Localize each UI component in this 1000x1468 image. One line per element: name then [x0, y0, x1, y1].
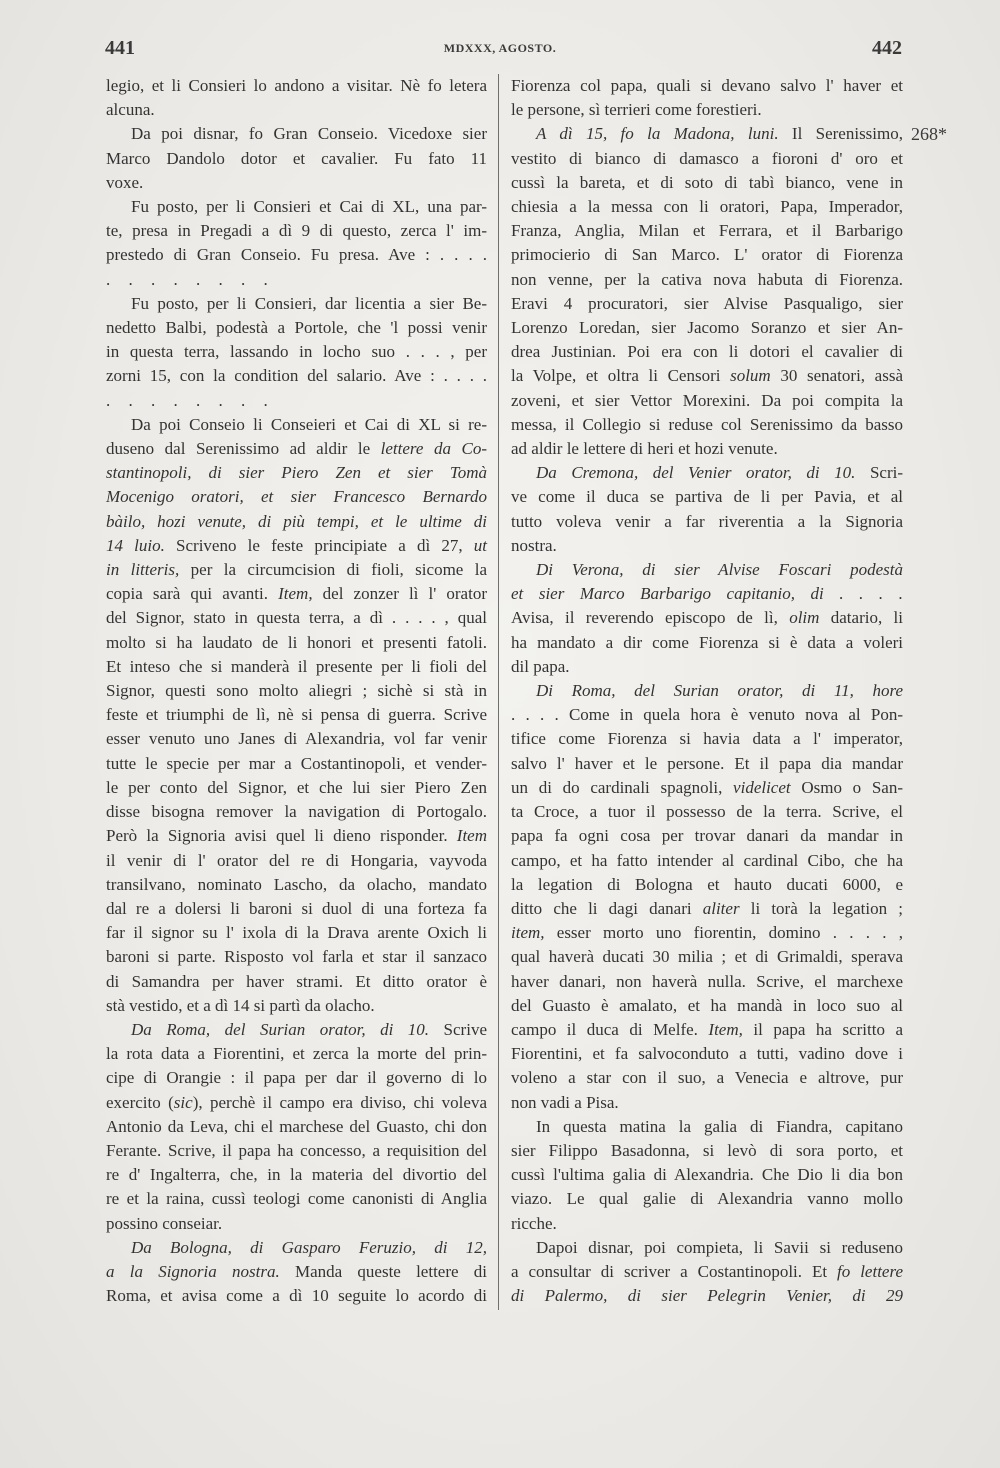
text-run: Manda queste lettere di — [279, 1261, 488, 1281]
text-line — [106, 703, 487, 727]
text-line — [106, 510, 487, 534]
text-line — [511, 1260, 903, 1284]
text-line — [511, 776, 903, 800]
text-run: non venne, per la cativa nova habuta di Fiorenza. — [511, 269, 903, 289]
text-line — [511, 1066, 903, 1090]
text-run: re d' Ingalterra, che, in la materia del divortio del — [106, 1165, 487, 1185]
text-run: legio, et li Consieri lo andono a visitar. Nè fo letera — [106, 76, 487, 95]
text-run: chiesia a la messa con li oratori, Papa, Imperador, — [511, 197, 903, 217]
text-run: transilvano, nominato Lascho, da olacho, mandato — [106, 874, 487, 894]
text-run: drea Justinian. Poi era con li dotori el cavalier di — [511, 342, 903, 362]
text-line — [511, 534, 903, 558]
text-line — [106, 1139, 487, 1163]
italic-text-run: Item, — [708, 1019, 743, 1039]
right-column — [511, 74, 903, 1308]
text-line — [106, 195, 487, 219]
italic-text-run: bàilo, hozi venute, di più tempi, et le ultime di — [106, 511, 487, 531]
text-run: ), perchè il campo era diviso, chi voleva — [192, 1092, 487, 1112]
italic-text-run: olim — [789, 608, 820, 628]
italic-text-run: videlicet — [733, 777, 791, 797]
text-run: prestedo di Gran Conseio. Fu presa. Ave : . . . . — [106, 245, 487, 265]
text-line — [511, 510, 903, 534]
text-run: ditto che li dagi danari — [511, 898, 703, 918]
text-line — [106, 873, 487, 897]
italic-text-run: Item, — [278, 584, 313, 604]
text-run: la legation di Bologna et hauto ducati 6000, e — [511, 874, 903, 894]
text-line — [106, 1066, 487, 1090]
italic-text-run: Da Roma, del Surian orator, di 10. — [131, 1019, 430, 1039]
text-run: nedetto Balbi, podestà a Portole, che 'l possi venir — [106, 318, 487, 338]
text-line — [511, 1284, 903, 1308]
text-line — [106, 122, 487, 146]
text-line — [106, 413, 487, 437]
text-line — [106, 461, 487, 485]
text-run: un di do cardinali spagnoli, — [511, 777, 734, 797]
paragraph — [106, 413, 487, 1018]
text-run: Dapoi disnar, poi compieta, li Savii si reduseno — [536, 1237, 903, 1257]
text-run: salvo l' haver et le persone. Et il papa dia mandar — [511, 753, 903, 773]
text-line — [106, 147, 487, 171]
text-line — [106, 800, 487, 824]
text-line — [106, 98, 487, 122]
text-run: Scrive — [429, 1019, 487, 1039]
italic-text-run: Da Cremona, del Venier orator, di 10. — [536, 463, 856, 483]
text-run: Marco Dandolo dotor et cavalier. Fu fato 11 — [106, 148, 487, 168]
text-run: esser morto uno fiorentin, domino . . . . , — [544, 923, 903, 943]
italic-text-run: ut — [473, 535, 487, 555]
text-run: le per conto del Signor, et che lui sier Piero Zen — [106, 777, 487, 797]
text-line — [106, 316, 487, 340]
text-line — [106, 1115, 487, 1139]
italic-text-run: 14 luio. — [106, 535, 165, 555]
text-run: far il signor su l' ixola di la Drava arente Oxich li — [106, 923, 487, 943]
italic-text-run: lettere da Co- — [380, 439, 487, 459]
text-run: baroni si parte. Risposto vol farla et star il sanzaco — [106, 947, 487, 967]
text-line — [511, 122, 903, 146]
text-run: Et inteso che si manderà il presente per li fioli del — [106, 656, 487, 676]
text-run: . . . . . . . . — [106, 390, 268, 410]
text-run: del Guasto è amalato, et ha mandà in loco suo al — [511, 995, 903, 1015]
text-line — [511, 1042, 903, 1066]
text-run: a consultar di scriver a Costantinopoli. Et — [511, 1261, 838, 1281]
text-run: feste et triumphi de lì, nè si pensa di guerra. Scrive — [106, 705, 487, 725]
text-line — [106, 74, 487, 98]
italic-text-run: di Palermo, di sier Pelegrin Venier, di 29 — [511, 1286, 903, 1306]
text-line — [511, 800, 903, 824]
text-line — [106, 582, 487, 606]
italic-text-run: A dì 15, fo la Madona, luni. — [536, 124, 779, 144]
text-line — [511, 582, 903, 606]
text-line — [106, 1260, 487, 1284]
italic-text-run: in litteris, — [106, 560, 180, 580]
text-run: Scri- — [855, 463, 903, 483]
margin-note: 268* — [911, 124, 947, 144]
text-line — [106, 171, 487, 195]
text-run: esser venuto uno Janes di Alexandria, vol far venir — [106, 729, 487, 749]
text-run: ta Croce, a tuor il possesso de la terra. Scrive, el — [511, 802, 903, 822]
text-line — [511, 849, 903, 873]
text-run: la Volpe, et oltra li Censori — [511, 366, 731, 386]
text-run: datario, li — [819, 608, 903, 628]
text-run: viazo. Le qual galie di Alexandria vanno mollo — [511, 1189, 903, 1209]
text-run: dil papa. — [511, 656, 570, 676]
text-run: li torà la legation ; — [739, 898, 903, 918]
text-line — [106, 1236, 487, 1260]
text-line — [106, 727, 487, 751]
paragraph — [511, 679, 903, 1115]
text-line — [511, 437, 903, 461]
text-line — [511, 897, 903, 921]
paragraph — [106, 292, 487, 413]
text-line — [511, 1236, 903, 1260]
running-title: MDXXX, AGOSTO. — [443, 41, 557, 55]
text-line — [106, 1284, 487, 1308]
text-run: tifice come Fiorenza si havia data a l' imperator, — [511, 729, 903, 749]
text-run: Signor, questi sono molto aliegri ; sichè si stà in — [106, 681, 487, 701]
text-line — [511, 1139, 903, 1163]
text-run: nostra. — [511, 535, 557, 555]
text-line — [511, 364, 903, 388]
text-line — [106, 824, 487, 848]
text-line — [106, 364, 487, 388]
italic-text-run: et sier Marco Barbarigo capitanio, di . . . . — [511, 584, 903, 604]
text-run: vestito di bianco di damasco a fioroni d' oro et — [511, 148, 903, 168]
text-run: Fu posto, per li Consieri et Cai di XL, una par- — [131, 197, 487, 217]
text-run: tutto voleva venir a far riverentia a la Signoria — [511, 511, 903, 531]
text-line — [511, 752, 903, 776]
text-run: Antonio da Leva, chi el marchese del Guasto, chi don — [106, 1116, 487, 1136]
text-run: dal re a dolersi li baroni si duol di una forteza fa — [106, 898, 487, 918]
text-run: ad aldir le lettere di heri et hozi venute. — [511, 439, 778, 459]
text-line — [511, 316, 903, 340]
text-run: del Signor, stato in questa terra, a dì . . . . , qual — [106, 608, 487, 628]
text-line — [106, 243, 487, 267]
text-line — [106, 1042, 487, 1066]
italic-text-run: fo lettere — [837, 1261, 903, 1281]
text-line — [511, 389, 903, 413]
text-line — [106, 1018, 487, 1042]
text-line — [106, 485, 487, 509]
text-run: non vadi a Pisa. — [511, 1092, 619, 1112]
text-line — [106, 849, 487, 873]
text-run: Osmo o San- — [790, 777, 903, 797]
text-line — [106, 945, 487, 969]
text-run: duseno dal Serenissimo ad aldir le — [106, 439, 381, 459]
text-run: Scriveno le feste principiate a dì 27, — [164, 535, 474, 555]
text-line — [511, 970, 903, 994]
text-line — [511, 703, 903, 727]
text-line — [106, 1212, 487, 1236]
italic-text-run: stantinopoli, di sier Piero Zen et sier Tomà — [106, 463, 487, 483]
text-run: te, presa in Pregadi a dì 9 di questo, zerca l' im- — [106, 221, 487, 241]
paragraph — [511, 122, 903, 461]
text-run: qual haverà ducati 30 milia ; et di Grimaldi, sperava — [511, 947, 903, 967]
text-run: in questa terra, lassando in locho suo . . . , per — [106, 342, 487, 362]
text-run: ve come il duca se partiva de li per Pavia, et al — [511, 487, 903, 507]
text-line — [106, 437, 487, 461]
text-run: Avisa, il reverendo episcopo de lì, — [511, 608, 790, 628]
text-run: alcuna. — [106, 100, 155, 120]
italic-text-run: Di Verona, di sier Alvise Foscari podestà — [536, 560, 903, 580]
italic-text-run: Item — [456, 826, 487, 846]
text-line — [511, 945, 903, 969]
text-run: cipe di Orangie : il papa per dar il governo di lo — [106, 1068, 487, 1088]
text-run: voleno a star con il suo, a Venecia e altrove, pur — [511, 1068, 903, 1088]
italic-text-run: Di Roma, del Surian orator, di 11, hore — [536, 681, 903, 701]
text-line — [511, 1187, 903, 1211]
italic-text-run: a la Signoria nostra. — [106, 1261, 280, 1281]
text-run: zoveni, et sier Vettor Morexini. Da poi compita la — [511, 390, 903, 410]
text-run: la rota data a Fiorentini, et zerca la morte del prin- — [106, 1044, 487, 1064]
text-run: messa, il Collegio si reduse col Serenissimo da basso — [511, 414, 903, 434]
text-run: cussì l'ultima galia di Alexandria. Che Dio li dia bon — [511, 1165, 903, 1185]
text-line — [511, 461, 903, 485]
text-line — [106, 534, 487, 558]
text-line — [511, 558, 903, 582]
text-run: primocierio di San Marco. L' orator di Fiorenza — [511, 245, 903, 265]
column-divider — [498, 74, 499, 1310]
text-line — [511, 1091, 903, 1115]
italic-text-run: Da Bologna, di Gasparo Feruzio, di 12, — [131, 1237, 487, 1257]
text-line — [511, 921, 903, 945]
text-run: cussì la bareta, et di soto di tabì bianco, vene in — [511, 172, 903, 192]
text-run: il papa ha scritto a — [742, 1019, 904, 1039]
text-line — [511, 727, 903, 751]
text-run: Da poi disnar, fo Gran Conseio. Vicedoxe sier — [131, 124, 487, 144]
left-column — [106, 74, 487, 1308]
text-run: papa fa ogni cosa per trovar danari da mandar in — [511, 826, 903, 846]
text-line — [511, 243, 903, 267]
text-run: del zonzer lì l' orator — [312, 584, 487, 604]
text-run: Fu posto, per li Consieri, dar licentia a sier Be- — [131, 293, 487, 313]
italic-text-run: solum — [730, 366, 771, 386]
text-run: Lorenzo Loredan, sier Jacomo Soranzo et sier An- — [511, 318, 903, 338]
text-line — [511, 1115, 903, 1139]
text-line — [106, 558, 487, 582]
text-line — [511, 74, 903, 98]
text-run: . . . . Come in quela hora è venuto nova al Pon- — [511, 705, 903, 725]
text-run: Però la Signoria avisi quel li dieno risponder. — [106, 826, 457, 846]
paragraph — [511, 74, 903, 122]
text-run: Ferante. Scrive, il papa ha concesso, a requisition del — [106, 1140, 487, 1160]
text-run: In questa matina la galia di Fiandra, capitano — [536, 1116, 903, 1136]
text-run: di Samandra per haver strami. Et ditto orator è — [106, 971, 487, 991]
italic-text-run: sic — [173, 1092, 193, 1112]
text-line — [511, 268, 903, 292]
text-line — [106, 292, 487, 316]
text-line — [106, 389, 487, 413]
text-line — [511, 195, 903, 219]
text-run: il venir di l' orator del re di Hongaria, vayvoda — [106, 850, 487, 870]
text-line — [511, 171, 903, 195]
text-line — [511, 655, 903, 679]
text-run: 30 senatori, assà — [770, 366, 903, 386]
paragraph — [511, 461, 903, 558]
text-run: le persone, sì terrieri come forestieri. — [511, 100, 762, 120]
text-line — [106, 655, 487, 679]
text-line — [511, 147, 903, 171]
paragraph — [511, 1115, 903, 1236]
italic-text-run: aliter — [702, 898, 740, 918]
text-line — [106, 679, 487, 703]
paragraph — [106, 195, 487, 292]
text-line — [511, 1163, 903, 1187]
text-line — [106, 994, 487, 1018]
text-run: voxe. — [106, 172, 144, 192]
text-run: ha mandato a dir come Fiorenza si è data a voleri — [511, 632, 903, 652]
text-run: Franza, Anglia, Milan et Ferrara, et il Barbarigo — [511, 221, 903, 241]
text-run: copia sarà qui avanti. — [106, 584, 279, 604]
text-line — [511, 413, 903, 437]
text-run: Fiorentini, et fa salvoconduto a tutti, vadino dove i — [511, 1044, 903, 1064]
text-run: Roma, et avisa come a dì 10 seguite lo acordo di — [106, 1286, 487, 1306]
text-run: Da poi Conseio li Conseieri et Cai di XL si re- — [131, 414, 487, 434]
paragraph — [106, 1018, 487, 1236]
text-line — [106, 219, 487, 243]
text-line — [106, 1187, 487, 1211]
paragraph — [106, 1236, 487, 1309]
text-line — [511, 485, 903, 509]
text-line — [511, 1212, 903, 1236]
text-line — [106, 776, 487, 800]
text-line — [106, 970, 487, 994]
paragraph — [106, 74, 487, 122]
text-line — [106, 897, 487, 921]
text-line — [511, 219, 903, 243]
text-run: re et la raina, cussì teologi come canonisti di Anglia — [106, 1189, 487, 1209]
text-run: sier Filippo Basadonna, si levò di sora porto, et — [511, 1140, 903, 1160]
text-line — [511, 292, 903, 316]
text-line — [511, 824, 903, 848]
paragraph — [106, 122, 487, 195]
text-run: exercito ( — [106, 1092, 174, 1112]
text-run: zorni 15, con la condition del salario. Ave : . . . . — [106, 366, 487, 386]
text-line — [511, 994, 903, 1018]
text-run: stà vestido, et a dì 14 si partì da olacho. — [106, 995, 375, 1015]
page-number-left: 441 — [105, 37, 135, 59]
text-run: . . . . . . . . — [106, 269, 268, 289]
text-run: possino conseiar. — [106, 1213, 223, 1233]
text-line — [511, 98, 903, 122]
text-line — [106, 340, 487, 364]
text-run: per la circumcision di fioli, sicome la — [179, 560, 487, 580]
paragraph — [511, 1236, 903, 1309]
text-line — [511, 631, 903, 655]
italic-text-run: Mocenigo oratori, et sier Francesco Bernardo — [106, 487, 487, 507]
text-run: Eravi 4 procuratori, sier Alvise Pasqualigo, sier — [511, 293, 903, 313]
text-line — [106, 606, 487, 630]
text-line — [511, 606, 903, 630]
text-line — [511, 1018, 903, 1042]
text-line — [106, 1163, 487, 1187]
text-line — [511, 679, 903, 703]
italic-text-run: item, — [511, 923, 545, 943]
text-line — [106, 268, 487, 292]
text-run: Il Serenissimo, — [778, 124, 903, 144]
text-run: molto si ha laudato de li honori et presenti fatoli. — [106, 632, 487, 652]
paragraph — [511, 558, 903, 679]
text-run: Fiorenza col papa, quali si devano salvo l' haver et — [511, 76, 903, 95]
text-run: haver danari, non haverà nulla. Scrive, el marchexe — [511, 971, 903, 991]
text-run: ricche. — [511, 1213, 557, 1233]
text-line — [106, 1091, 487, 1115]
text-line — [106, 921, 487, 945]
text-run: tutte le specie per mar a Costantinopoli, et vender- — [106, 753, 487, 773]
text-line — [106, 752, 487, 776]
text-line — [511, 340, 903, 364]
page-number-right: 442 — [872, 37, 902, 59]
text-run: disse bisogna remover la navigation di Portogalo. — [106, 802, 487, 822]
text-run: campo, et ha fatto intender al cardinal Cibo, che ha — [511, 850, 903, 870]
text-line — [106, 631, 487, 655]
text-run: campo il duca di Melfe. — [511, 1019, 709, 1039]
text-line — [511, 873, 903, 897]
